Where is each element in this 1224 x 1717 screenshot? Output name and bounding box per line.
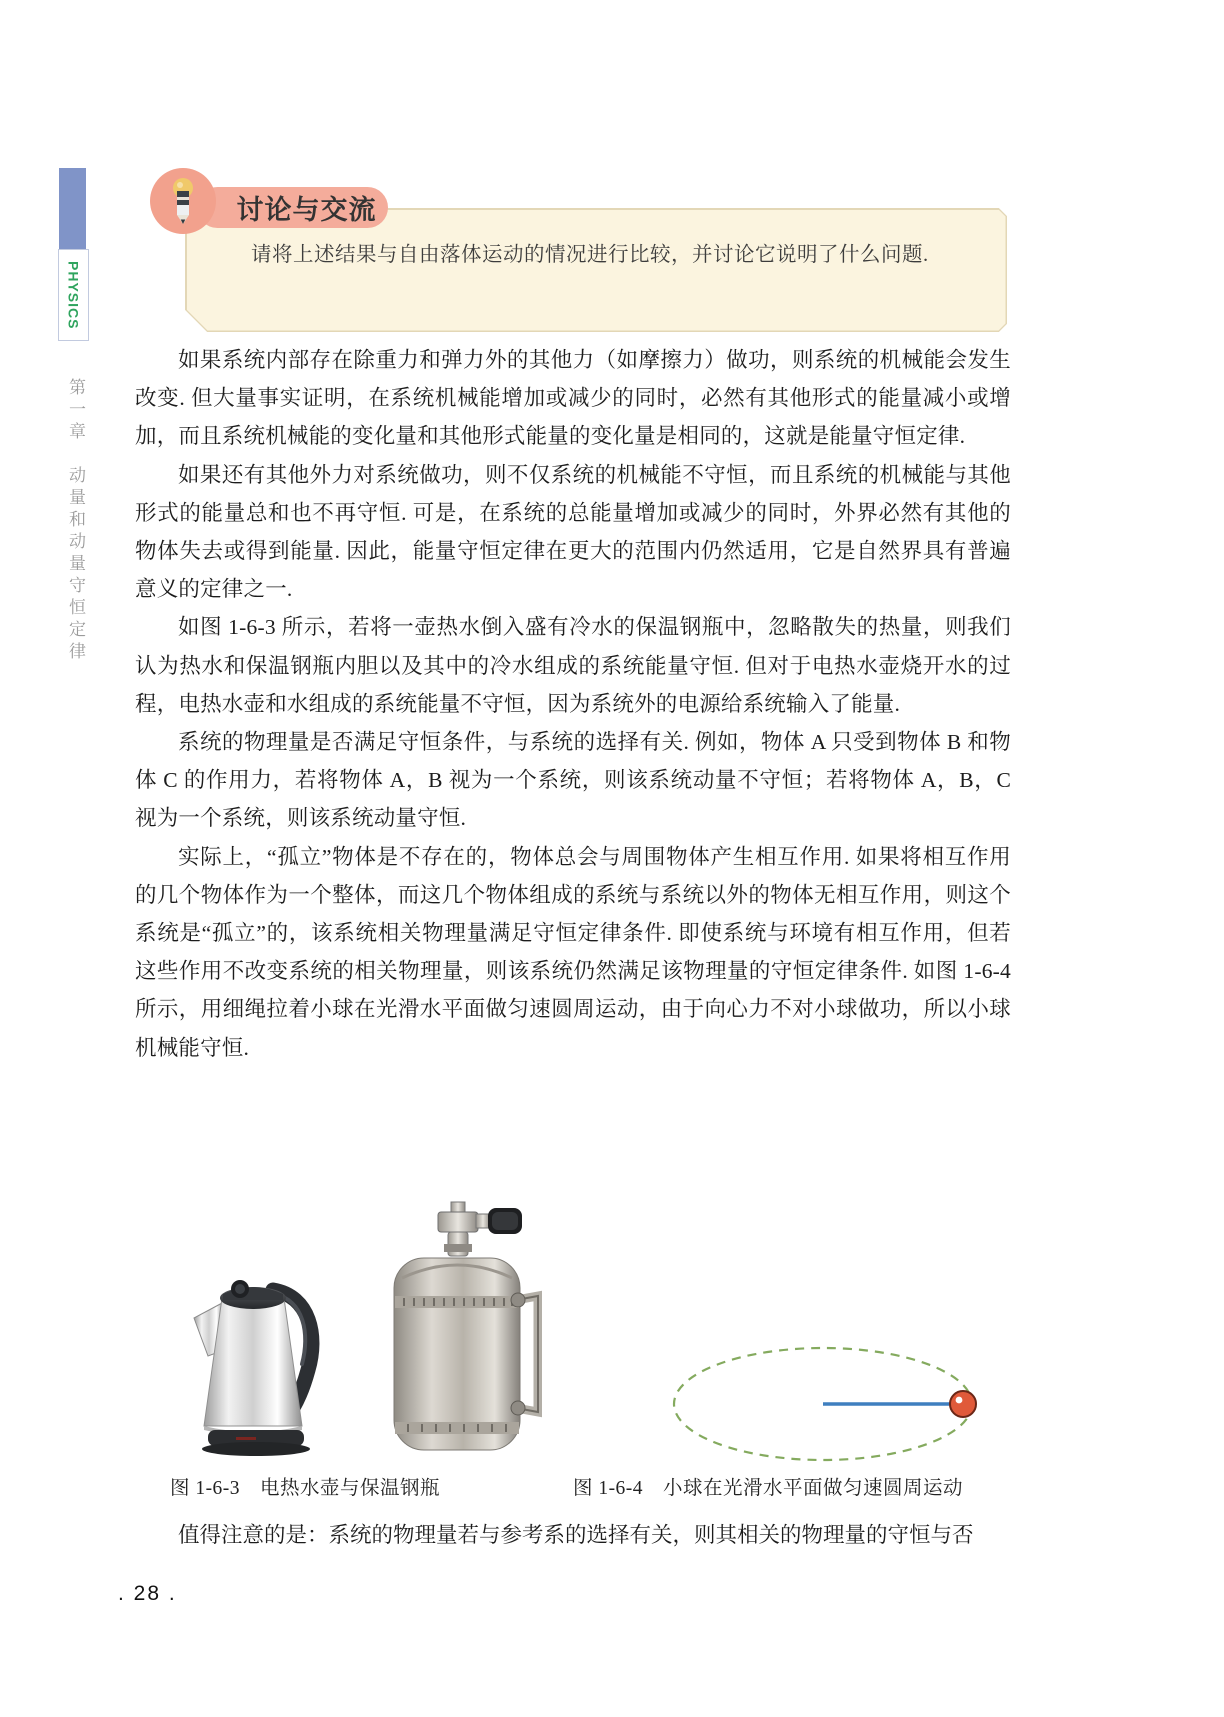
body-paragraph: 实际上，“孤立”物体是不存在的，物体总会与周围物体产生相互作用. 如果将相互作用的几个物体作为一个整体，而这几个物体组成的系统与系统以外的物体无相互作用，则这个系统是“孤立”的，该系统相关物理量满足守恒定律条件. 即使系统与环境有相互作用，但若这些作用不改变系统的相关物理量，则该系统仍然满足该物理量的守恒定律条件. 如图 1-6-4 所示，用细绳拉着小球在光滑水平面做匀速圆周运动，由于向心力不对小球做功，所以小球机械能守恒. — [135, 844, 1011, 1060]
circular-path-dashed — [674, 1348, 972, 1460]
circular-motion-diagram — [658, 1328, 992, 1464]
page-number: . 28 . — [118, 1582, 177, 1605]
figure-caption-1-6-3: 图 1-6-3 电热水壶与保温钢瓶 — [169, 1478, 441, 1499]
callout-icon-circle — [150, 168, 216, 234]
body-paragraph: 如图 1-6-3 所示，若将一壶热水倒入盛有冷水的保温钢瓶中，忽略散失的热量，则我们认为热水和保温钢瓶内胆以及其中的冷水组成的系统能量守恒. 但对于电热水壶烧开水的过程，电热水壶和水组成的系统能量不守恒，因为系统外的电源给系统输入了能量. — [135, 615, 1011, 716]
electric-kettle-image — [178, 1258, 336, 1460]
pencil-bulb-icon — [166, 177, 200, 225]
body-paragraph: 系统的物理量是否满足守恒条件，与系统的选择有关. 例如，物体 A 只受到物体 B 和物体 C 的作用力，若将物体 A，B 视为一个系统，则该系统动量不守恒；若将物体 A，B，C 视为一个系统，则该系统动量守恒. — [135, 730, 1011, 831]
thermos-bottle-image — [378, 1200, 542, 1458]
chapter-name: 动量和动量守恒定律 — [66, 466, 85, 664]
callout-title: 讨论与交流 — [236, 195, 377, 225]
physics-vertical-label-box — [58, 249, 89, 341]
figure-caption-1-6-4: 图 1-6-4 小球在光滑水平面做匀速圆周运动 — [572, 1478, 964, 1499]
chapter-color-bar — [59, 168, 86, 249]
closing-paragraph: 值得注意的是：系统的物理量若与参考系的选择有关，则其相关的物理量的守恒与否 — [178, 1523, 974, 1547]
physics-label: PHYSICS — [65, 260, 82, 330]
ball — [950, 1391, 976, 1417]
ball-highlight — [956, 1397, 963, 1404]
callout-question-text: 请将上述结果与自由落体运动的情况进行比较，并讨论它说明了什么问题. — [251, 244, 929, 266]
chapter-vertical-title — [60, 378, 90, 664]
chapter-number: 第一章 — [66, 378, 85, 444]
body-paragraphs — [135, 341, 1011, 1067]
discussion-callout — [150, 160, 1010, 340]
body-paragraph: 如果还有其他外力对系统做功，则不仅系统的机械能不守恒，而且系统的机械能与其他形式的能量总和也不再守恒. 可是，在系统的总能量增加或减少的同时，外界必然有其他的物体失去或得到能量. 因此，能量守恒定律在更大的范围内仍然适用，它是自然界具有普遍意义的定律之一. — [135, 462, 1011, 602]
callout-title-pill — [197, 187, 388, 228]
body-paragraph: 如果系统内部存在除重力和弹力外的其他力（如摩擦力）做功，则系统的机械能会发生改变. 但大量事实证明，在系统机械能增加或减少的同时，必然有其他形式的能量减小或增加，而且系统机械能的变化量和其他形式能量的变化量是相同的，这就是能量守恒定律. — [135, 348, 1011, 449]
